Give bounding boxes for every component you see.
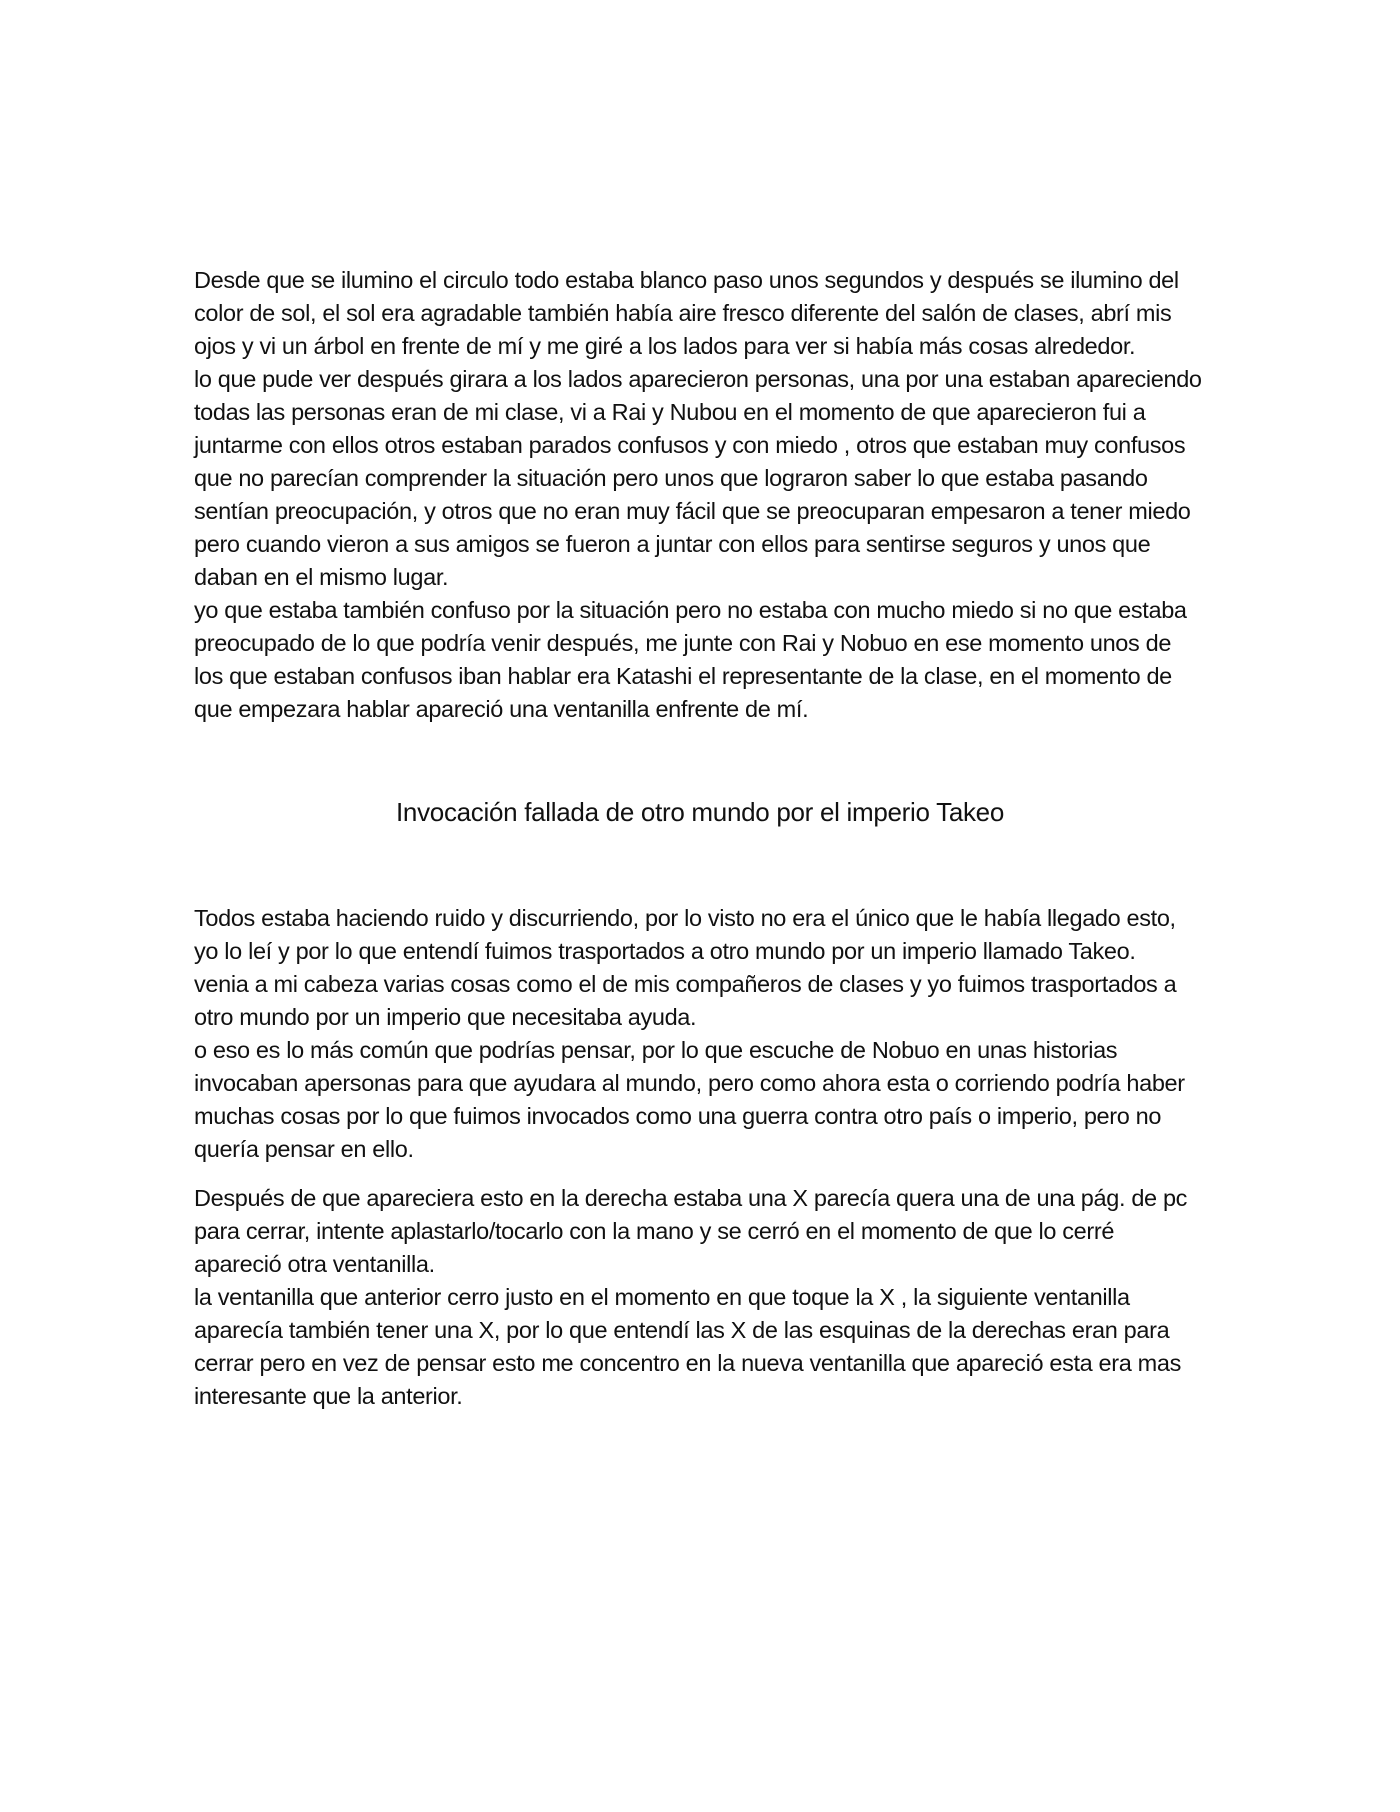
text-line: muchas cosas por lo que fuimos invocados como una guerra contra otro país o imperio, pero no <box>194 1103 1162 1129</box>
text-line: quería pensar en ello. <box>194 1136 414 1162</box>
text-line: o eso es lo más común que podrías pensar, por lo que escuche de Nobuo en unas historias <box>194 1037 1118 1063</box>
text-line: los que estaban confusos iban hablar era Katashi el representante de la clase, en el momento de <box>194 663 1172 689</box>
section-heading: Invocación fallada de otro mundo por el imperio Takeo <box>396 797 1004 827</box>
text-line: la ventanilla que anterior cerro justo en el momento en que toque la X , la siguiente ventanilla <box>194 1284 1130 1310</box>
text-line: daban en el mismo lugar. <box>194 564 449 590</box>
paragraph <box>194 1281 1214 1413</box>
text-line: yo lo leí y por lo que entendí fuimos trasportados a otro mundo por un imperio llamado Takeo. <box>194 938 1136 964</box>
body-section-1 <box>194 264 1214 726</box>
body-section-2 <box>194 902 1214 1413</box>
paragraph <box>194 1182 1214 1281</box>
text-line: que no parecían comprender la situación pero unos que lograron saber lo que estaba pasando <box>194 465 1148 491</box>
text-line: sentían preocupación, y otros que no eran muy fácil que se preocuparan empesaron a tener miedo <box>194 498 1191 524</box>
paragraph <box>194 902 1214 1034</box>
text-line: para cerrar, intente aplastarlo/tocarlo con la mano y se cerró en el momento de que lo cerré <box>194 1218 1115 1244</box>
text-line: cerrar pero en vez de pensar esto me concentro en la nueva ventanilla que apareció esta era mas <box>194 1350 1181 1376</box>
paragraph <box>194 363 1214 594</box>
text-line: pero cuando vieron a sus amigos se fueron a juntar con ellos para sentirse seguros y unos que <box>194 531 1151 557</box>
paragraph-spacing <box>194 1166 1214 1182</box>
text-line: Todos estaba haciendo ruido y discurriendo, por lo visto no era el único que le había llegado esto, <box>194 905 1176 931</box>
text-line: aparecía también tener una X, por lo que entendí las X de las esquinas de la derechas eran para <box>194 1317 1170 1343</box>
text-line: yo que estaba también confuso por la situación pero no estaba con mucho miedo si no que estaba <box>194 597 1187 623</box>
text-line: Después de que apareciera esto en la derecha estaba una X parecía quera una de una pág. de pc <box>194 1185 1188 1211</box>
text-line: apareció otra ventanilla. <box>194 1251 435 1277</box>
text-line: que empezara hablar apareció una ventanilla enfrente de mí. <box>194 696 809 722</box>
text-line: otro mundo por un imperio que necesitaba ayuda. <box>194 1004 697 1030</box>
paragraph <box>194 1034 1214 1166</box>
paragraph <box>194 594 1214 726</box>
text-line: todas las personas eran de mi clase, vi a Rai y Nubou en el momento de que aparecieron fui a <box>194 399 1146 425</box>
text-line: interesante que la anterior. <box>194 1383 463 1409</box>
paragraph <box>194 264 1214 363</box>
text-line: lo que pude ver después girara a los lados aparecieron personas, una por una estaban apareciendo <box>194 366 1202 392</box>
text-line: juntarme con ellos otros estaban parados confusos y con miedo , otros que estaban muy confusos <box>194 432 1186 458</box>
text-line: preocupado de lo que podría venir después, me junte con Rai y Nobuo en ese momento unos de <box>194 630 1172 656</box>
text-line: Desde que se ilumino el circulo todo estaba blanco paso unos segundos y después se ilumino del <box>194 267 1179 293</box>
text-line: invocaban apersonas para que ayudara al mundo, pero como ahora esta o corriendo podría haber <box>194 1070 1185 1096</box>
text-line: venia a mi cabeza varias cosas como el de mis compañeros de clases y yo fuimos trasportados a <box>194 971 1177 997</box>
text-line: ojos y vi un árbol en frente de mí y me giré a los lados para ver si había más cosas alrededor. <box>194 333 1136 359</box>
text-line: color de sol, el sol era agradable también había aire fresco diferente del salón de clases, abrí mis <box>194 300 1172 326</box>
